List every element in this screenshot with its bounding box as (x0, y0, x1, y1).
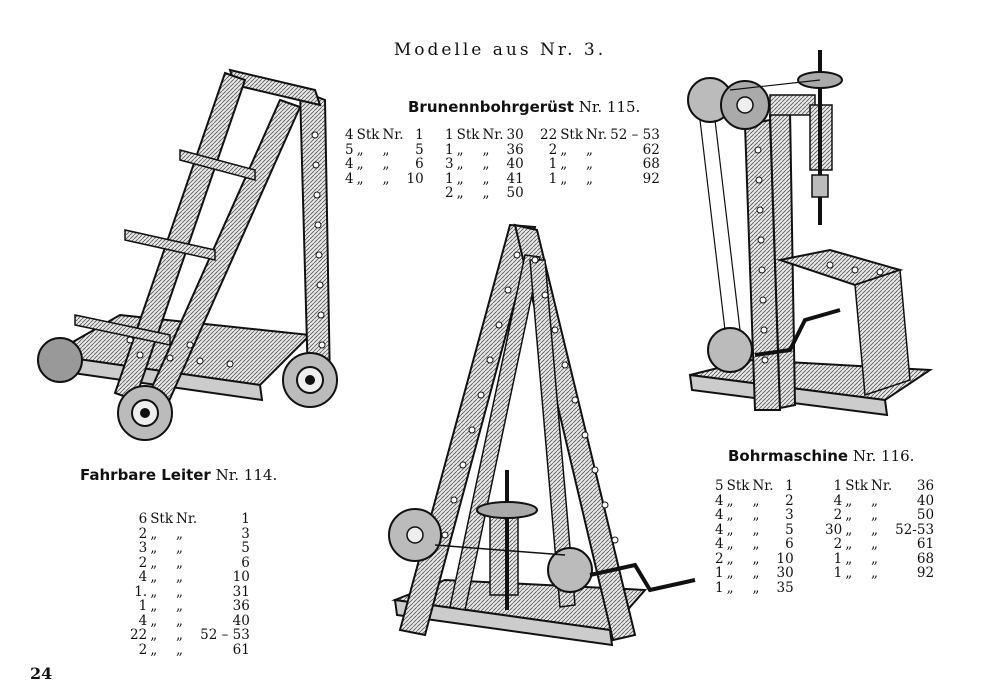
part-number: 3 (241, 525, 250, 542)
part-number: 52-53 (895, 521, 935, 538)
unit: „ (356, 156, 364, 172)
part-label: „ (382, 170, 390, 187)
part-number: 5 (415, 141, 424, 158)
parts-row (345, 157, 424, 172)
part-label: „ (871, 550, 879, 567)
parts-row (715, 552, 794, 567)
ladder-number: Nr. 114. (215, 466, 278, 484)
parts-row (130, 527, 250, 542)
unit: „ (726, 521, 734, 538)
unit: Stk (150, 511, 174, 527)
parts-row (130, 541, 250, 556)
parts-row (825, 494, 934, 509)
quantity: 1 (445, 170, 454, 187)
parts-row (540, 157, 660, 172)
derrick-parts-col1 (345, 128, 424, 186)
part-number: 40 (506, 156, 524, 172)
part-number: 10 (776, 550, 794, 567)
part-number: 92 (916, 565, 935, 581)
unit: „ (845, 536, 853, 552)
part-label: „ (176, 554, 184, 571)
part-number: 30 (506, 127, 524, 143)
quantity: 1 (833, 550, 843, 567)
part-number: 52 – 53 (610, 127, 660, 143)
parts-row (715, 508, 794, 523)
part-label: „ (176, 525, 184, 542)
unit: Stk (456, 127, 480, 143)
part-label: Nr. (382, 127, 404, 143)
unit: „ (150, 612, 158, 629)
part-number: 6 (785, 536, 794, 552)
part-label: „ (752, 579, 760, 596)
quantity: 2 (715, 550, 724, 567)
quantity: 4 (715, 507, 724, 523)
quantity: 4 (138, 612, 148, 629)
parts-row (445, 128, 524, 143)
unit: „ (150, 598, 158, 614)
parts-row (715, 566, 794, 581)
part-label: „ (176, 569, 184, 585)
part-label: „ (752, 507, 760, 523)
part-label: „ (382, 156, 390, 172)
quantity: 1 (548, 170, 558, 187)
drill-caption (728, 447, 914, 465)
derrick-name: Brunennbohrgerüst (408, 98, 574, 116)
quantity: 2 (833, 507, 843, 523)
unit: „ (726, 565, 734, 581)
part-label: „ (176, 598, 184, 614)
part-number: 36 (916, 478, 935, 494)
parts-row (130, 585, 250, 600)
part-number: 50 (506, 185, 524, 201)
part-label: „ (176, 540, 184, 556)
part-number: 31 (232, 583, 250, 600)
parts-row (715, 479, 794, 494)
part-number: 35 (776, 579, 794, 596)
quantity: 4 (833, 492, 843, 509)
parts-row (345, 128, 424, 143)
unit: „ (150, 627, 158, 643)
parts-row (445, 172, 524, 187)
derrick-parts-col3 (540, 128, 660, 186)
parts-row (130, 643, 250, 658)
quantity: 4 (345, 156, 354, 172)
quantity: 30 (825, 521, 843, 538)
quantity: 2 (445, 185, 454, 201)
unit: „ (726, 492, 734, 509)
part-label: „ (871, 565, 879, 581)
unit: „ (726, 579, 734, 596)
unit: „ (456, 185, 464, 201)
derrick-parts-col2 (445, 128, 524, 201)
derrick-number: Nr. 115. (578, 98, 641, 116)
part-label: „ (176, 627, 184, 643)
part-label: „ (586, 141, 594, 158)
quantity: 1 (548, 156, 558, 172)
quantity: 4 (138, 569, 148, 585)
part-number: 62 (642, 141, 660, 158)
part-label: Nr. (176, 511, 198, 527)
part-label: „ (482, 141, 490, 158)
unit: „ (356, 170, 364, 187)
drill-number: Nr. 116. (852, 447, 915, 465)
part-number: 52 – 53 (200, 627, 250, 643)
part-label: „ (871, 507, 879, 523)
drill-parts-col1 (715, 479, 794, 595)
quantity: 6 (138, 511, 148, 527)
quantity: 1 (715, 565, 724, 581)
part-label: „ (871, 492, 879, 509)
quantity: 2 (138, 641, 148, 658)
parts-row (130, 512, 250, 527)
part-number: 5 (785, 521, 794, 538)
unit: „ (845, 550, 853, 567)
quantity: 2 (548, 141, 558, 158)
quantity: 4 (715, 492, 724, 509)
part-number: 6 (241, 554, 250, 571)
part-label: „ (482, 156, 490, 172)
quantity: 4 (715, 536, 724, 552)
unit: „ (150, 525, 158, 542)
parts-row (540, 143, 660, 158)
unit: Stk (560, 127, 584, 143)
unit: Stk (845, 478, 869, 494)
parts-row (130, 614, 250, 629)
quantity: 5 (345, 141, 354, 158)
part-label: „ (586, 156, 594, 172)
part-number: 61 (232, 641, 250, 658)
part-number: 36 (506, 141, 524, 158)
quantity: 3 (138, 540, 148, 556)
quantity: 4 (345, 127, 354, 143)
parts-row (445, 157, 524, 172)
part-number: 50 (916, 507, 935, 523)
quantity: 4 (345, 170, 354, 187)
part-label: „ (752, 565, 760, 581)
unit: „ (845, 521, 853, 538)
unit: „ (726, 536, 734, 552)
quantity: 5 (715, 478, 724, 494)
part-label: „ (752, 536, 760, 552)
unit: „ (150, 569, 158, 585)
part-number: 1 (415, 127, 424, 143)
parts-row (715, 537, 794, 552)
parts-row (825, 537, 934, 552)
quantity: 22 (540, 127, 558, 143)
page-number: 24 (30, 664, 53, 683)
unit: „ (560, 156, 568, 172)
quantity: 4 (715, 521, 724, 538)
part-label: Nr. (752, 478, 774, 494)
unit: „ (726, 507, 734, 523)
quantity: 3 (445, 156, 454, 172)
parts-row (445, 186, 524, 201)
ladder-caption (80, 466, 277, 484)
parts-row (825, 523, 934, 538)
part-label: „ (482, 170, 490, 187)
quantity: 1 (445, 141, 454, 158)
parts-row (715, 523, 794, 538)
part-label: „ (871, 521, 879, 538)
part-number: 92 (642, 170, 660, 187)
part-label: „ (752, 521, 760, 538)
unit: „ (150, 540, 158, 556)
unit: „ (150, 554, 158, 571)
part-label: „ (871, 536, 879, 552)
quantity: 1 (445, 127, 454, 143)
part-label: „ (752, 492, 760, 509)
part-number: 2 (785, 492, 794, 509)
parts-row (715, 494, 794, 509)
part-number: 40 (232, 612, 250, 629)
part-label: „ (586, 170, 594, 187)
part-label: „ (752, 550, 760, 567)
quantity: 1 (833, 478, 843, 494)
quantity: 1 (138, 598, 148, 614)
unit: „ (560, 170, 568, 187)
parts-row (445, 143, 524, 158)
part-number: 61 (916, 536, 935, 552)
unit: „ (560, 141, 568, 158)
unit: Stk (356, 127, 380, 143)
part-number: 1 (241, 511, 250, 527)
unit: „ (456, 156, 464, 172)
quantity: 22 (130, 627, 148, 643)
part-label: „ (382, 141, 390, 158)
part-label: Nr. (871, 478, 893, 494)
ladder-parts-list (130, 512, 250, 657)
part-label: Nr. (586, 127, 608, 143)
parts-row (825, 508, 934, 523)
drill-illustration (670, 50, 970, 425)
part-label: Nr. (482, 127, 504, 143)
parts-row (715, 581, 794, 596)
part-number: 3 (785, 507, 794, 523)
derrick-illustration (365, 215, 700, 655)
parts-row (130, 628, 250, 643)
parts-row (130, 599, 250, 614)
quantity: 2 (138, 554, 148, 571)
part-number: 10 (406, 170, 424, 187)
unit: „ (845, 492, 853, 509)
unit: „ (150, 583, 158, 600)
parts-row (345, 143, 424, 158)
quantity: 1 (833, 565, 843, 581)
part-number: 68 (642, 156, 660, 172)
parts-row (540, 172, 660, 187)
unit: „ (726, 550, 734, 567)
ladder-name: Fahrbare Leiter (80, 466, 211, 484)
part-number: 6 (415, 156, 424, 172)
quantity: 2 (138, 525, 148, 542)
part-number: 30 (776, 565, 794, 581)
parts-row (130, 570, 250, 585)
unit: „ (845, 565, 853, 581)
unit: Stk (726, 478, 750, 494)
parts-row (345, 172, 424, 187)
part-number: 1 (785, 478, 794, 494)
parts-row (540, 128, 660, 143)
drill-parts-col2 (825, 479, 934, 581)
derrick-caption (408, 98, 640, 116)
page-header: Modelle aus Nr. 3. (393, 40, 607, 60)
quantity: 1 (715, 579, 724, 596)
part-label: „ (482, 185, 490, 201)
unit: „ (845, 507, 853, 523)
parts-row (825, 566, 934, 581)
drill-name: Bohrmaschine (728, 447, 849, 465)
parts-row (825, 479, 934, 494)
part-label: „ (176, 641, 184, 658)
quantity: 1. (134, 583, 148, 600)
part-label: „ (176, 612, 184, 629)
unit: „ (456, 170, 464, 187)
quantity: 2 (833, 536, 843, 552)
parts-row (825, 552, 934, 567)
unit: „ (356, 141, 364, 158)
part-number: 36 (232, 598, 250, 614)
part-number: 5 (241, 540, 250, 556)
unit: „ (150, 641, 158, 658)
unit: „ (456, 141, 464, 158)
part-number: 40 (916, 492, 935, 509)
part-label: „ (176, 583, 184, 600)
parts-row (130, 556, 250, 571)
part-number: 10 (232, 569, 250, 585)
part-number: 68 (916, 550, 935, 567)
part-number: 41 (506, 170, 524, 187)
ladder-illustration (30, 55, 350, 450)
